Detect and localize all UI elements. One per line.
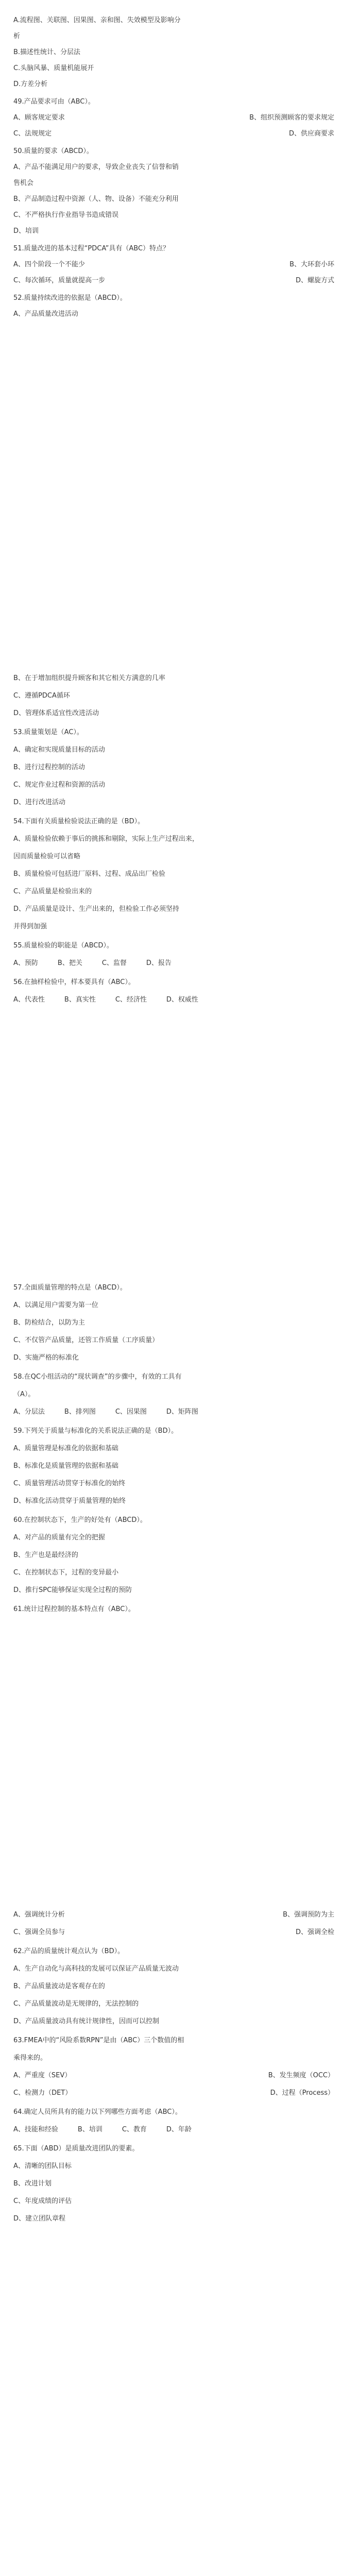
text-line: B、产品制造过程中资源（人、物、设备）不能充分利用 — [13, 195, 179, 203]
question-54: 54.下面有关质量检验说法正确的是（BD）。 — [13, 818, 145, 825]
option-row — [13, 2121, 350, 2139]
text-line: B、标准化是质量管理的依据和基础 — [13, 1462, 118, 1470]
text-line: C、年度成绩的评估 — [13, 2197, 72, 2205]
text-line: A、质量检验依赖于事后的挑拣和剔除，实际上生产过程出来， — [13, 835, 199, 843]
option-b: B、培训 — [77, 2126, 102, 2133]
text-line: D、进行改进活动 — [13, 799, 66, 806]
option-row — [13, 1906, 350, 1924]
question-56: 56.在抽样检验中，样本要具有（ABC）。 — [13, 978, 135, 986]
option-c: C、监督 — [101, 959, 127, 967]
segment-4 — [0, 1906, 359, 2228]
option-b: B、排列图 — [64, 1408, 96, 1416]
segment-2 — [0, 670, 359, 1009]
question-63: 63.FMEA中的“风险系数RPN”是由（ABC）三个数值的相 — [13, 2037, 184, 2044]
text-line: B.描述性统计、分层法 — [13, 48, 81, 56]
option-a: A、代表性 — [13, 996, 45, 1004]
text-line: B、防检结合，以防为主 — [13, 1319, 85, 1327]
option-d: D、报告 — [146, 959, 172, 967]
text-line: 并得到加强 — [13, 923, 47, 930]
text-line: D、实施严格的标准化 — [13, 1354, 79, 1362]
option-d: D、螺旋方式 — [295, 277, 334, 284]
question-65: 65.下面（ABD）是质量改进团队的要素。 — [13, 2145, 139, 2153]
option-row — [13, 2067, 350, 2084]
question-60: 60.在控制状态下，生产的好处有（ABCD）。 — [13, 1516, 147, 1524]
option-a: A、强调统计分析 — [13, 1911, 65, 1919]
question-62: 62.产品的质量统计观点认为（BD）。 — [13, 1947, 125, 1955]
option-c: C、检测力（DET） — [13, 2089, 72, 2097]
option-a: A、分层法 — [13, 1408, 45, 1416]
option-row — [13, 1403, 350, 1421]
question-51: 51.质量改进的基本过程“PDCA”具有（ABC）特点？ — [13, 245, 170, 252]
question-64: 64.确定人员所具有的能力以下列哪些方面考虑（ABC）。 — [13, 2108, 182, 2116]
text-line: A、对产品的质量有完全的把握 — [13, 1534, 105, 1541]
question-53: 53.质量策划是（AC）。 — [13, 728, 83, 736]
option-row — [13, 273, 350, 289]
option-b: B、把关 — [57, 959, 82, 967]
text-line: D、产品质量波动具有统计规律性，因而可以控制 — [13, 2018, 160, 2025]
text-line: D.方差分析 — [13, 80, 48, 88]
option-c: C、强调全员参与 — [13, 1928, 65, 1936]
option-row — [13, 257, 350, 273]
text-line: B、产品质量波动是客观存在的 — [13, 1982, 105, 1990]
option-b: B、真实性 — [64, 996, 96, 1004]
text-line: B、改进计划 — [13, 2180, 52, 2188]
question-49: 49.产品要求可由（ABC）。 — [13, 98, 95, 106]
text-line: B、生产也是最经济的 — [13, 1551, 78, 1559]
question-59: 59.下列关于质量与标准化的关系说法正确的是（BD）。 — [13, 1427, 178, 1435]
option-row — [13, 2084, 350, 2102]
text-line: D、建立团队章程 — [13, 2215, 66, 2223]
option-a: A、预防 — [13, 959, 38, 967]
text-line: C、质量管理活动贯穿于标准化的始终 — [13, 1480, 126, 1487]
option-d: D、过程（Process） — [270, 2089, 334, 2097]
question-52: 52.质量持续改进的依据是（ABCD）。 — [13, 294, 127, 302]
option-c: C、每次循环，质量就提高一步 — [13, 277, 106, 284]
option-row — [13, 110, 350, 126]
segment-3 — [0, 1278, 359, 1618]
option-d: D、强调全检 — [295, 1928, 334, 1936]
text-line: C、不仅管产品质量，还管工作质量（工序质量） — [13, 1336, 159, 1344]
question-57: 57.全面质量管理的特点是（ABCD）。 — [13, 1284, 127, 1292]
text-line: A.流程图、关联图、因果图、亲和图、失效模型及影响分 — [13, 16, 181, 24]
text-line: C.头脑风暴、质量机能展开 — [13, 64, 94, 72]
option-d: D、矩阵图 — [166, 1408, 198, 1416]
text-line: 因而质量检验可以省略 — [13, 853, 81, 860]
option-a: A、顾客规定要求 — [13, 114, 65, 122]
text-line: B、在于增加组织提升顾客和其它相关方满意的几率 — [13, 674, 165, 682]
text-line: A、以满足用户需要为第一位 — [13, 1301, 98, 1309]
option-d: D、年龄 — [166, 2126, 192, 2133]
option-row — [13, 1924, 350, 1941]
segment-1 — [0, 12, 359, 322]
text-line: C、产品质量波动是无规律的，无法控制的 — [13, 2000, 139, 2008]
option-row — [13, 126, 350, 142]
text-line: A、质量管理是标准化的依据和基础 — [13, 1445, 118, 1452]
option-b: B、发生频度（OCC） — [268, 2072, 334, 2079]
text-line: C、规定作业过程和资源的活动 — [13, 781, 106, 789]
option-c: C、经济性 — [115, 996, 147, 1004]
text-line: C、产品质量是检验出来的 — [13, 888, 92, 895]
option-row — [13, 991, 350, 1009]
question-50: 50.质量的要求（ABCD）。 — [13, 147, 93, 155]
option-b: B、大环套小环 — [289, 261, 334, 268]
text-line: D、推行SPC能够保证实现全过程的预防 — [13, 1586, 132, 1594]
text-line: A、生产自动化与高科技的发展可以保证产品质量无波动 — [13, 1965, 179, 1973]
option-a: A、技能和经验 — [13, 2126, 58, 2133]
option-d: D、供应商要求 — [288, 130, 334, 138]
text-line: D、标准化活动贯穿于质量管理的始终 — [13, 1497, 126, 1505]
question-55: 55.质量检验的职能是（ABCD）。 — [13, 942, 113, 950]
text-line: A、产品不能满足用户的要求，导致企业丧失了信誉和销 — [13, 163, 179, 171]
option-d: D、权威性 — [166, 996, 198, 1004]
text-line: A、产品质量改进活动 — [13, 310, 78, 318]
text-line: D、管理体系适宜性改进活动 — [13, 709, 99, 717]
text-line: 析 — [13, 32, 21, 40]
option-c: C、教育 — [122, 2126, 147, 2133]
text-line: C、遵循PDCA循环 — [13, 692, 70, 700]
question-63-cont: 乘得来的。 — [13, 2054, 47, 2062]
text-line: D、产品质量是设计、生产出来的，但检验工作必须坚持 — [13, 905, 180, 913]
text-line: A、清晰的团队目标 — [13, 2162, 72, 2170]
text-line: C、不严格执行作业指导书造成错误 — [13, 211, 119, 219]
option-c: C、法规规定 — [13, 130, 52, 138]
text-line: C、在控制状态下，过程的变异最小 — [13, 1569, 119, 1577]
text-line: B、进行过程控制的活动 — [13, 764, 85, 771]
option-b: B、强调预防为主 — [283, 1911, 334, 1919]
question-58: 58.在QC小组活动的“现状调查”的步骤中，有效的工具有 — [13, 1373, 182, 1381]
option-a: A、严重度（SEV） — [13, 2072, 72, 2079]
option-b: B、组织预测顾客的要求规定 — [249, 114, 334, 122]
option-row — [13, 955, 350, 972]
text-line: 售机会 — [13, 179, 34, 187]
text-line: B、质量检验可包括进厂原料、过程、成品出厂检验 — [13, 870, 165, 878]
question-58-cont: （A）。 — [13, 1391, 35, 1398]
option-c: C、因果图 — [115, 1408, 147, 1416]
option-a: A、四个阶段一个不能少 — [13, 261, 85, 268]
question-61: 61.统计过程控制的基本特点有（ABC）。 — [13, 1605, 135, 1613]
text-line: D、培训 — [13, 227, 39, 235]
text-line: A、确定和实现质量目标的活动 — [13, 746, 105, 754]
